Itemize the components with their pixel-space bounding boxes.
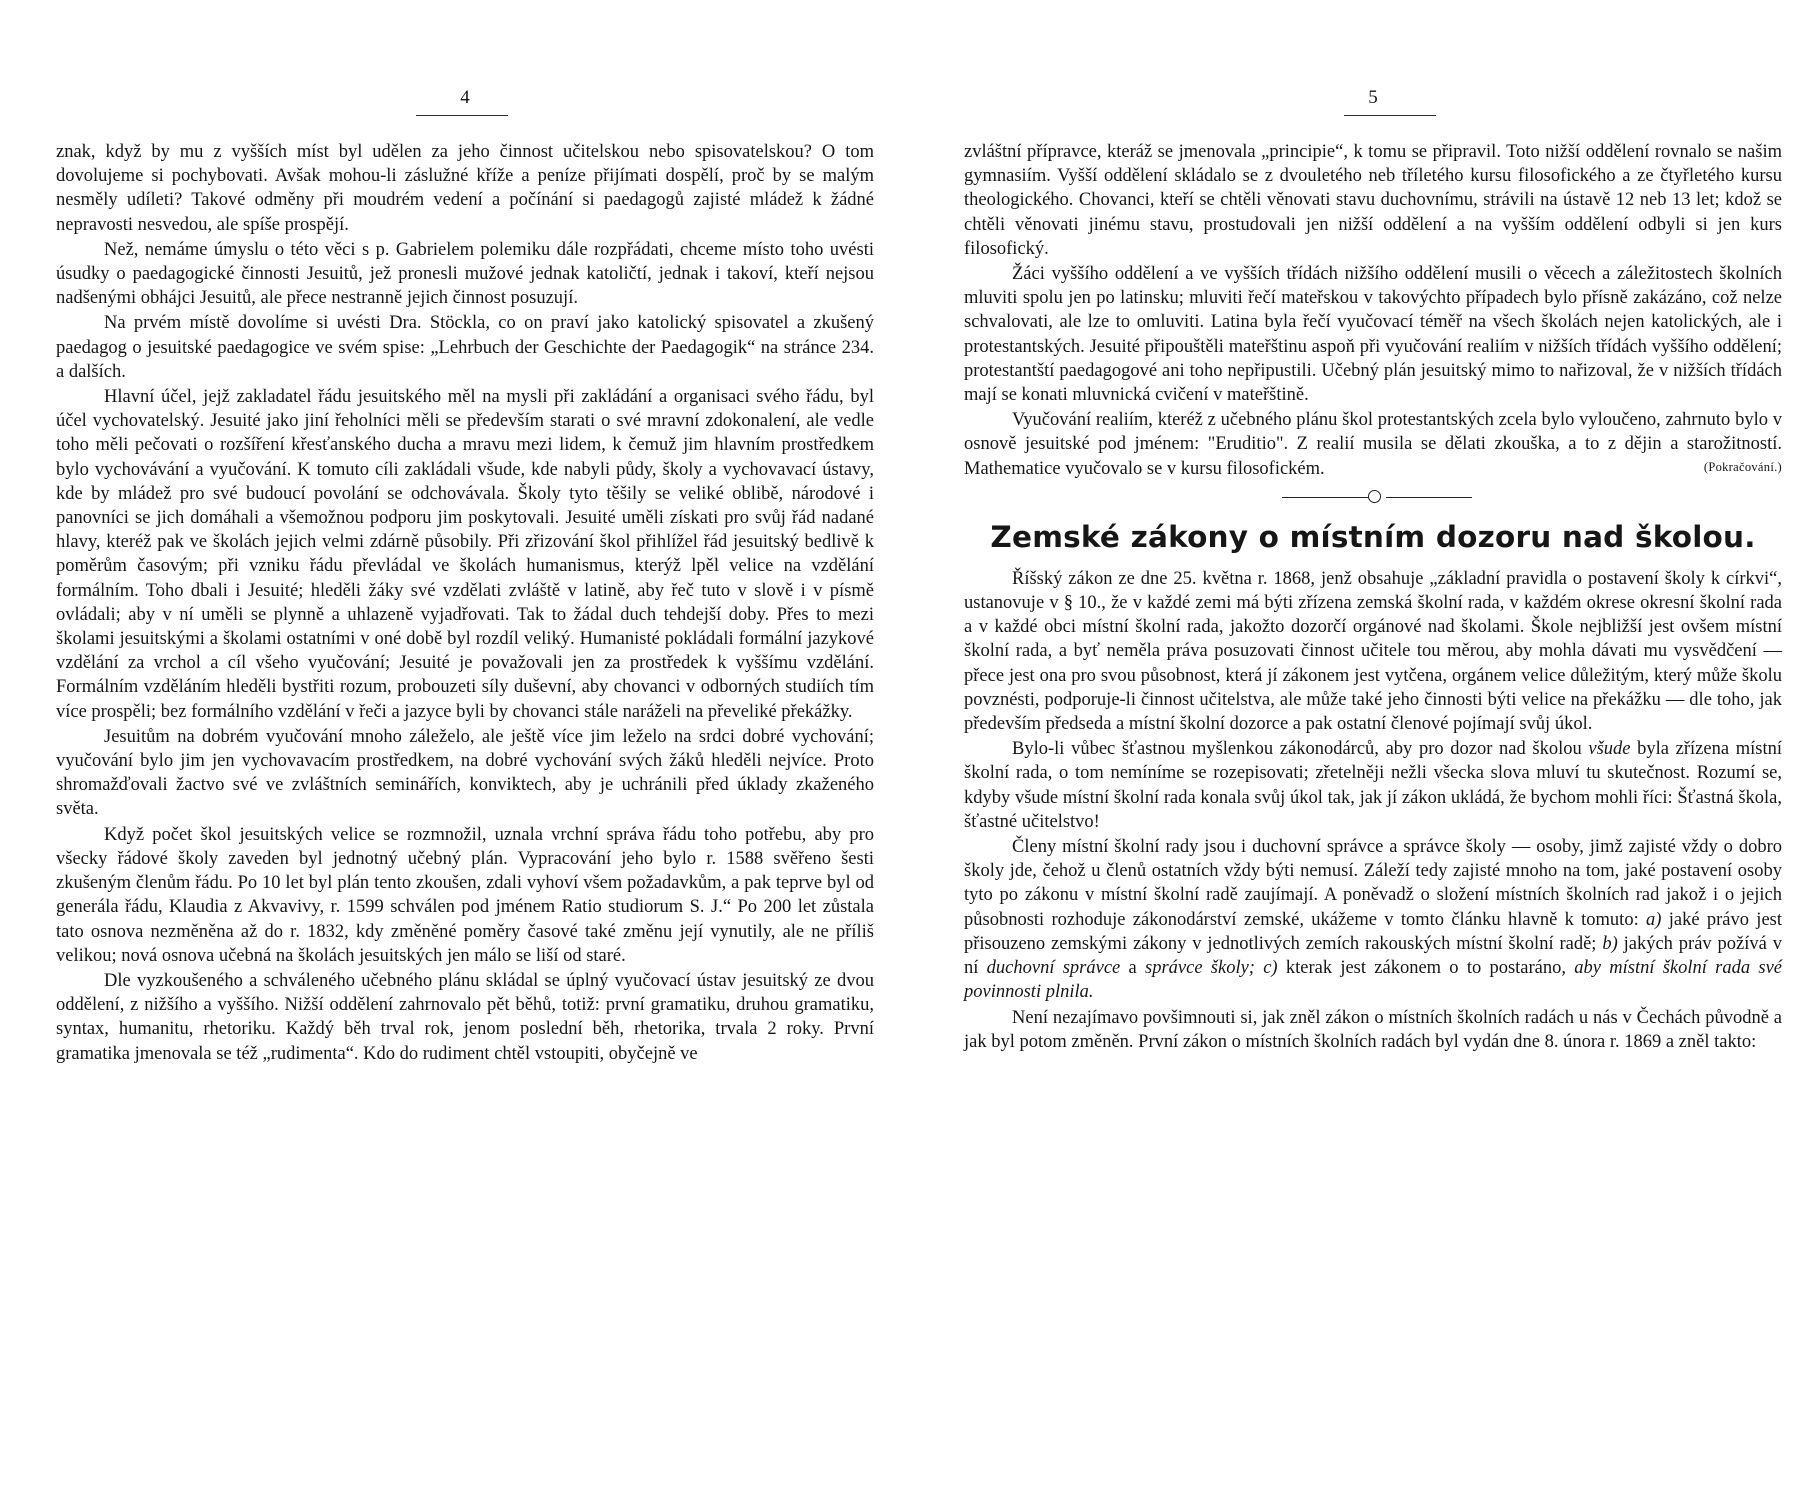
text-run: kterak jest zákonem o to postaráno,: [1277, 958, 1575, 979]
divider-line-left: [1282, 497, 1368, 498]
italic-text: všude: [1588, 739, 1631, 760]
paragraph: [964, 737, 1782, 834]
text-run: byla zřízena místní školní rada, o tom nemíníme se rozepisovati; zřetelněji nežli všecka slova mluví tu skutečnost. Rozumí se, kdyby všude místní školní rada konala svůj úkol tak, jak jí zákon ukládá, že bychom mohli říci: Šťastná škola, šťastné učitelstvo!: [964, 739, 1782, 832]
page-number-rule-right: [1344, 115, 1436, 116]
text-run: jakých práv požívá v ní: [964, 933, 1782, 979]
paragraph: Když počet škol jesuitských velice se rozmnožil, uznala vrchní správa řádu toho potřebu, aby pro všecky řádové školy zaveden byl jednotný učebný plán. Vypracování jeho bylo r. 1588 svěřeno šesti zkušeným členům řádu. Po 10 let byl plán tento zkoušen, zdali vyhoví všem požadavkům, a pak teprve byl od generála řádu, Klaudia z Akvavivy, r. 1599 schválen pod jménem Ratio studiorum S. J.“ Po 200 let zůstala tato osnova nezměněna až do r. 1832, kdy změněné poměry časové také změnu její vynutily, ale ne příliš velikou; nová osnova učebná na školách jesuitských jen málo se liší od staré.: [56, 824, 874, 966]
right-page-body: [964, 140, 1782, 1055]
paragraph: znak, když by mu z vyšších míst byl udělen za jeho činnost učitelskou nebo spisovatelskou? O tom dovolujeme si pochybovati. Avšak mohou-li záslužné kříže a peníze přijímati dospělí, proč by se malým nesměly udíleti? Takové odměny při moudrém vedení a počínání si paedagogů zajisté mládež k žádné nepravosti nesvedou, ale spíše prospějí.: [56, 142, 874, 235]
paragraph: Hlavní účel, jejž zakladatel řádu jesuitského měl na mysli při zakládání a organisaci svého řádu, byl účel vychovatelský. Jesuité jako jiní řeholníci měli se především starati o své mravní zdokonalení, ale vedle toho měli pečovati o rozšíření křesťanského ducha a mravu mezi lidem, k čemuž jim hlavním prostředkem bylo vychovávání a vyučování. K tomuto cíli zakládali všude, kde nabyli půdy, školy a vychovavací ústavy, kde by mládež pro své budoucí povolání se odchovávala. Školy tyto těšily se veliké oblibě, národové i panovníci se jich domáhali a všemožnou podporu jim poskytovali. Jesuité uměli získati pro svůj řád nadané hlavy, kteréž pak ve školách jejich velmi zdárně působily. Při zřizování škol přihlížel řád jesuitský bedlivě k poměrům časovým; při vzniku řádu převládal ve školách humanismus, kterýž lpěl velice na vzdělání formálním. Toho dbali i Jesuité; hleděli žáky své vzdělati zvláště v latině, aby řeč tuto v slově i v písmě ovládali; aby v ní uměli se plynně a uhlazeně vyjadřovati. Tak to žádal duch tehdejší doby. Přes to mezi školami jesuitskými a školami ostatními v oné době byl rozdíl veliký. Humanisté pokládali formální jazykové vzdělání za vrchol a cíl všeho vyučování; Jesuité je považovali jen za prostředek k vyššímu vzdělání. Formálním vzděláním hleděli bystřiti rozum, probouzeti síly duševní, aby chovanci v odborných studiích tím více prospěli; bez formálního vzdělání v řeči a jazyce byli by chovanci stále naráželi na převeliké překážky.: [56, 387, 874, 722]
paragraph: Říšský zákon ze dne 25. května r. 1868, jenž obsahuje „základní pravidla o postavení školy k církvi“, ustanovuje v § 10., že v každé zemi má býti zřízena zemská školní rada, v každém okrese okresní školní rada a v každé obci místní školní rada, jakožto dozorčí orgánové nad školami. Škole nejbližší jest ovšem místní školní rada, a byť neměla práva posuzovati činnost učitele tou měrou, aby mohla dávati mu vysvědčení — přece jest ona pro svou působnost, která jí zákonem jest vytčena, orgánem velice důležitým, který může školu povznésti, podporuje-li činnost učitelstva, ale může také jeho činnosti býti velice na překážku — dle toho, jak především předseda a místní školní dozorce a pak ostatní členové pojímají svůj úkol.: [964, 568, 1782, 735]
text-run: Členy místní školní rady jsou i duchovní správce a správce školy — osoby, jimž zajisté vždy o dobro školy jde, čehož u členů ostatních vždy býti nemusí. Záleží tedy zajisté mnoho na tom, jaké postavení osoby tyto po zákonu v místní školní radě zaujímají. A poněvadž o složení místních školních rad jakož i o jejich působnosti rozhoduje zákonodárství zemské, ukážeme v tomto článku hlavně k tomuto:: [964, 837, 1782, 930]
paragraph: Dle vyzkoušeného a schváleného učebného plánu skládal se úplný vyučovací ústav jesuitský ze dvou oddělení, z nižšího a vyššího. Nižší oddělení zahrnovalo pět běhů, totiž: první gramatiku, druhou gramatiku, syntax, humanitu, rhetoriku. Každý běh trval rok, jenom poslední běh, rhetorika, trvala 2 roky. První gramatika jmenovala se též „rudimenta“. Kdo do rudiment chtěl vstoupiti, obyčejně ve: [56, 970, 874, 1064]
paragraph: Jesuitům na dobrém vyučování mnoho záleželo, ale ještě více jim leželo na srdci dobré vychování; vyučování bylo jim jen vychovavacím prostředkem, na dobré vychování svých žáků hleděli nejvíce. Proto shromažďovali žactvo své ve zvláštních seminářích, konviktech, aby je uchránili před úklady zkaženého světa.: [56, 726, 874, 820]
left-page-body: [56, 140, 874, 1067]
divider-ring-ornament: [1368, 490, 1381, 503]
italic-text: a): [1646, 909, 1662, 930]
paragraph: zvláštní přípravce, kteráž se jmenovala „principie“, k tomu se připravil. Toto nižší oddělení rovnalo se našim gymnasiím. Vyšší oddělení skládalo se z dvouletého neb tříletého kursu filosofického a ze čtyřletého kursu theologického. Chovanci, kteří se chtěli věnovati stavu duchovnímu, strávili na ústavě 12 neb 13 let; kdož se chtěli věnovati jinému stavu, prostudovali jen nižší oddělení a na vyšším oddělení odbyli si jen kurs filosofický.: [964, 142, 1782, 259]
article-title: Zemské zákony o místním dozoru nad školou.: [990, 519, 1756, 554]
italic-text: duchovní správce: [986, 958, 1121, 979]
text-run: Bylo-li vůbec šťastnou myšlenkou zákonodárců, aby pro dozor nad školou: [1012, 739, 1589, 760]
page-number-rule-left: [416, 115, 508, 116]
text-run: jaké právo jest přisouzeno zemskými zákony v jednotlivých zemích rakouských místní školní radě;: [964, 909, 1782, 954]
paragraph: [964, 835, 1782, 1004]
paragraph: Není nezajímavo povšimnouti si, jak zněl zákon o místních školních radách u nás v Čechách původně a jak byl potom změněn. První zákon o místních školních radách byl vydán dne 8. února r. 1869 a zněl takto:: [964, 1007, 1782, 1052]
left-page: [56, 0, 874, 1500]
italic-text: b): [1602, 933, 1618, 954]
paragraph: Na prvém místě dovolíme si uvésti Dra. Stöckla, co on praví jako katolický spisovatel a zkušený paedagog o jesuitské paedagogice ve svém spise: „Lehrbuch der Geschichte der Paedagogik“ na stránce 234. a dalších.: [56, 313, 874, 382]
paragraph: Vyučování realiím, kteréž z učebného plánu škol protestantských zcela bylo vyloučeno, zahrnuto bylo v osnově jesuitské pod jménem: "Eruditio". Z realií musila se dělati zkouška, a to z dějin a starožitností. Mathematice vyučovalo se v kursu filosofickém.: [964, 410, 1782, 479]
paragraph: Než, nemáme úmyslu o této věci s p. Gabrielem polemiku dále rozpřádati, chceme místo toho uvésti úsudky o paedagogické činnosti Jesuitů, jež pronesli mužové jednak katoličtí, jednak i takoví, kteří nejsou nadšenými obhájci Jesuitů, ale přece nestranně jejich činnost posuzují.: [56, 239, 874, 309]
last-paragraph-block: [964, 408, 1782, 481]
italic-text: aby místní školní rada své povinnosti plnila.: [964, 958, 1783, 1003]
page-number-left: 4: [460, 87, 470, 108]
paragraph: Žáci vyššího oddělení a ve vyšších třídách nižšího oddělení musili o věcech a záležitostech školních mluviti spolu jen po latinsku; mluviti řečí mateřskou v takovýchto případech bylo přísně zakázáno, což nelze schvalovati, ale lze to omluviti. Latina byla řečí vyučovací téměř na všech školách nejen katolických, ale i protestantských. Jesuité připouštěli mateřštinu aspoň při vyučování realiím v nižších třídách vyššího oddělení; protestantští paedagogové ani toho nepřipustili. Učebný plán jesuitský mimo to nařizoval, že v nižších třídách mají se konati mluvnická cvičení v mateřštině.: [964, 264, 1782, 406]
continued-label: (Pokračování.): [1703, 459, 1782, 474]
italic-text: správce školy; c): [1145, 958, 1278, 979]
section-divider: [964, 485, 1782, 511]
page-number-right: 5: [1368, 87, 1378, 108]
divider-line-right: [1386, 497, 1472, 498]
text-run: a: [1120, 958, 1145, 979]
right-page: [964, 0, 1782, 1500]
